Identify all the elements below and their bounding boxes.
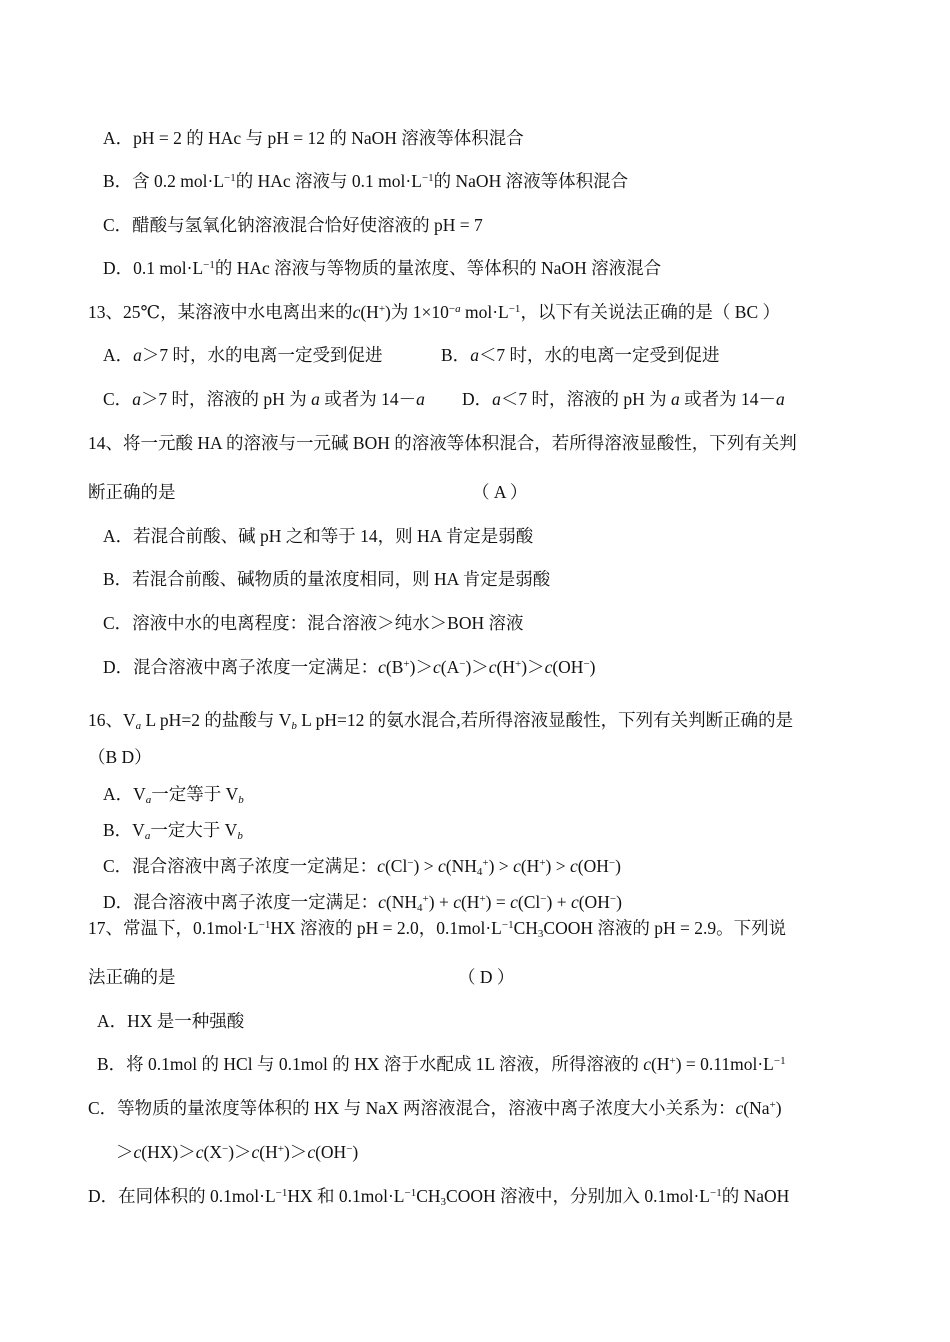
q14-option-a (103, 524, 533, 548)
q13-d-var-2: a (671, 389, 680, 409)
q13-exp-a: a (455, 303, 461, 315)
q16-c-close: ) (615, 856, 621, 876)
q16-a-sub-1: a (145, 794, 152, 806)
q17-d-text-4: 的 NaOH (721, 1186, 790, 1206)
q14-d-gt3: )＞ (521, 657, 545, 677)
q17-option-c-line-1 (88, 1096, 782, 1120)
q13-d-text-1: ＜7 时，溶液的 pH 为 (500, 389, 672, 409)
q16-b-text-2: 一定大于 V (150, 820, 238, 840)
q17-c2-c4: c (307, 1142, 316, 1162)
q17-c-na-sup: + (769, 1099, 776, 1111)
q14-b-text: B．若混合前酸、碱物质的量浓度相同，则 HA 肯定是弱酸 (103, 569, 551, 589)
q16-d-plus1: ) + (428, 892, 454, 912)
q16-d-cl-sup: − (540, 893, 547, 905)
q16-a-text-1: A．V (103, 784, 146, 804)
q16-c-gt1: ) > (413, 856, 438, 876)
q17-c2-gt3: )＞ (283, 1142, 308, 1162)
q14-d-c1: c (378, 657, 386, 677)
q17-stem-text-2: HX 溶液的 pH = 2.0，0.1mol·L (270, 918, 502, 938)
q14-d-c3: c (488, 657, 497, 677)
q13-h-close: )为 1×10 (385, 302, 449, 322)
q17-c2-oh-sup: − (346, 1143, 353, 1155)
q13-option-c (103, 387, 425, 411)
q14-option-c (103, 611, 524, 635)
q17-d-text-1: D．在同体积的 0.1mol·L (88, 1186, 276, 1206)
q16-c-h: (H (520, 856, 540, 876)
q17-c-na: (Na (743, 1098, 770, 1118)
q12-b-text-3: 的 NaOH 溶液等体积混合 (433, 171, 629, 191)
q13-d-var: a (492, 389, 501, 409)
q17-option-b (97, 1052, 786, 1076)
q14-d-a: (A (440, 657, 460, 677)
q17-stem-sub: 3 (537, 928, 544, 940)
q12-option-d (103, 256, 661, 280)
q14-answer-text: （ A ） (472, 482, 528, 502)
q14-d-c4: c (544, 657, 553, 677)
q17-b-h-sup: + (669, 1055, 676, 1067)
q16-stem-text-1: 16、V (88, 710, 136, 730)
q16-option-b (103, 818, 243, 842)
q17-stem-text-1: 17、常温下，0.1mol·L (88, 918, 259, 938)
q14-c-text: C．溶液中水的电离程度：混合溶液＞纯水＞BOH 溶液 (103, 613, 524, 633)
q14-stem-line-1 (88, 431, 797, 455)
q16-c-h-sup: + (539, 857, 546, 869)
q17-b-c: c (643, 1054, 652, 1074)
q16-c-nh-sub: 4 (476, 866, 483, 878)
q14-d-b: (B (385, 657, 404, 677)
q16-c-c2: c (438, 856, 446, 876)
q13-c-text-2: 或者为 14－ (319, 389, 417, 409)
q13-d-text-2: 或者为 14－ (679, 389, 777, 409)
q17-c2-x-sup: − (221, 1143, 229, 1155)
q17-d-sub: 3 (440, 1196, 447, 1208)
q13-option-b (441, 343, 720, 367)
q17-b-text-2: ) = 0.11mol·L (675, 1054, 774, 1074)
q16-d-close: ) (616, 892, 622, 912)
q13-h-open: (H (360, 302, 379, 322)
q14-stem-line-2 (88, 480, 176, 504)
q13-c-var-3: a (416, 389, 425, 409)
q14-option-b (103, 567, 550, 591)
q16-c-c1: c (377, 856, 385, 876)
q17-c2-h-sup: + (277, 1143, 284, 1155)
q16-c-nh-sup: + (482, 857, 489, 869)
q13-h-sup: + (378, 303, 386, 315)
q14-d-h-sup: + (515, 658, 522, 670)
q12-option-c-text: C．醋酸与氢氧化钠溶液混合恰好使溶液的 pH = 7 (103, 215, 483, 235)
q16-b-sub-1: a (144, 830, 151, 842)
q14-d-a-sup: − (459, 658, 466, 670)
q13-unit: mol·L (460, 302, 509, 322)
q13-exp-minus: − (448, 303, 456, 315)
q13-c-var-2: a (311, 389, 320, 409)
q17-c-close: ) (775, 1098, 782, 1118)
q17-stem-ch: CH (513, 918, 538, 938)
q17-c2-gt1: ＞ (116, 1142, 134, 1162)
q17-c2-close: ) (352, 1142, 359, 1162)
q16-option-d (103, 890, 622, 914)
q17-c2-gt2: )＞ (228, 1142, 252, 1162)
q13-a-label: A． (103, 345, 134, 365)
q12-d-sup: −1 (203, 259, 215, 271)
q16-c-oh: (OH (577, 856, 609, 876)
q16-c-oh-sup: − (608, 857, 616, 869)
q17-b-text-1: B．将 0.1mol 的 HCl 与 0.1mol 的 HX 溶于水配成 1L 溶液，所得溶液的 (97, 1054, 644, 1074)
q16-a-sub-2: b (238, 794, 244, 806)
q16-d-text: D．混合溶液中离子浓度一定满足： (103, 892, 379, 912)
q16-d-c3: c (510, 892, 518, 912)
q17-d-sup-2: −1 (404, 1187, 417, 1199)
q16-d-c2: c (453, 892, 461, 912)
q16-c-cl: (Cl (384, 856, 408, 876)
q16-sub-b: b (291, 720, 297, 732)
q16-option-a (103, 782, 244, 806)
q12-option-c (103, 213, 483, 237)
q13-unit-sup: −1 (508, 303, 521, 315)
q13-option-d (462, 387, 785, 411)
q14-option-d (103, 655, 596, 679)
q17-d-sup-3: −1 (710, 1187, 722, 1199)
q16-c-gt2: ) > (488, 856, 514, 876)
q16-d-cl: (Cl (517, 892, 541, 912)
q14-d-gt2: )＞ (465, 657, 489, 677)
q16-b-sub-2: b (237, 830, 243, 842)
q17-c2-c2: c (195, 1142, 204, 1162)
q16-d-h-sup: + (479, 893, 486, 905)
q14-d-gt1: )＞ (409, 657, 433, 677)
q16-option-c (103, 854, 621, 878)
q17-d-sup-1: −1 (275, 1187, 288, 1199)
q17-c2-c3: c (251, 1142, 260, 1162)
q16-d-plus2: ) + (546, 892, 571, 912)
q13-conc-symbol: c (352, 302, 361, 322)
q16-d-oh-sup: − (609, 893, 617, 905)
q17-stem-text-3: COOH 溶液的 pH = 2.9。下列说 (543, 918, 787, 938)
q12-d-text-1: D．0.1 mol·L (103, 258, 204, 278)
q16-d-eq: ) = (485, 892, 511, 912)
q14-a-text: A．若混合前酸、碱 pH 之和等于 14，则 HA 肯定是弱酸 (103, 526, 534, 546)
q17-c2-hx: (HX)＞ (141, 1142, 196, 1162)
q17-d-ch: CH (416, 1186, 441, 1206)
q17-stem-line-2 (88, 965, 176, 989)
q16-c-c4: c (569, 856, 578, 876)
q13-a-text: ＞7 时，水的电离一定受到促进 (141, 345, 383, 365)
q17-c-text-1: C．等物质的量浓度等体积的 HX 与 NaX 两溶液混合，溶液中离子浓度大小关系为： (88, 1098, 736, 1118)
q14-d-oh-sup: − (583, 658, 590, 670)
q12-b-text-1: B．含 0.2 mol·L (103, 171, 225, 191)
q17-c2-h: (H (259, 1142, 278, 1162)
q14-d-text: D．混合溶液中离子浓度一定满足： (103, 657, 379, 677)
q13-a-var: a (133, 345, 142, 365)
q13-b-label: B． (441, 345, 471, 365)
q14-stem-text-2: 断正确的是 (88, 482, 176, 502)
q16-c-gt3: ) > (545, 856, 570, 876)
q17-option-a (97, 1009, 244, 1033)
q14-d-oh: (OH (552, 657, 584, 677)
q17-d-text-3: COOH 溶液中，分别加入 0.1mol·L (446, 1186, 710, 1206)
q12-b-sup-2: −1 (421, 172, 434, 184)
q12-b-text-2: 的 HAc 溶液与 0.1 mol·L (235, 171, 422, 191)
q17-stem-text-4: 法正确的是 (88, 967, 176, 987)
q13-stem-text-2: ，以下有关说法正确的是（ BC ） (520, 302, 781, 322)
q12-d-text-2: 的 HAc 溶液与等物质的量浓度、等体积的 NaOH 溶液混合 (214, 258, 662, 278)
q13-option-a (103, 343, 383, 367)
q16-c-c3: c (513, 856, 521, 876)
q16-c-nh: (NH (445, 856, 477, 876)
q14-d-h: (H (496, 657, 516, 677)
q14-d-c2: c (432, 657, 441, 677)
q17-stem-sup-2: −1 (501, 919, 514, 931)
q17-b-unit-sup: −1 (773, 1055, 786, 1067)
q16-answer-text: （B D） (88, 747, 152, 767)
q16-b-text-1: B．V (103, 820, 145, 840)
q12-option-a (103, 126, 524, 150)
q16-c-cl-sup: − (407, 857, 414, 869)
q14-stem-text-1: 14、将一元酸 HA 的溶液与一元碱 BOH 的溶液等体积混合，若所得溶液显酸性，下列有关判 (88, 433, 797, 453)
q17-c2-oh: (OH (315, 1142, 347, 1162)
q16-sub-a: a (135, 720, 142, 732)
q13-stem-text-1: 13、25℃，某溶液中水电离出来的 (88, 302, 353, 322)
q13-d-label: D． (462, 389, 493, 409)
q13-stem (88, 300, 780, 324)
q17-c-c: c (735, 1098, 744, 1118)
q17-stem-line-1 (88, 916, 786, 940)
q16-stem-text-3: L pH=12 的氨水混合,若所得溶液显酸性，下列有关判断正确的是 (296, 710, 794, 730)
q16-answer (88, 745, 152, 769)
q16-stem-text-2: L pH=2 的盐酸与 V (141, 710, 292, 730)
q16-d-h: (H (460, 892, 480, 912)
q12-option-b (103, 169, 628, 193)
q16-d-c4: c (570, 892, 579, 912)
q17-b-h: (H (651, 1054, 670, 1074)
q13-c-label: C． (103, 389, 133, 409)
q13-c-var: a (132, 389, 141, 409)
q16-d-nh-sub: 4 (417, 902, 423, 914)
q16-a-text-2: 一定等于 V (151, 784, 239, 804)
q12-option-a-text: A．pH = 2 的 HAc 与 pH = 12 的 NaOH 溶液等体积混合 (103, 128, 524, 148)
q13-b-text: ＜7 时，水的电离一定受到促进 (478, 345, 720, 365)
q17-option-c-line-2 (116, 1140, 358, 1164)
q16-d-nh-sup: + (422, 893, 429, 905)
q16-c-text: C．混合溶液中离子浓度一定满足： (103, 856, 378, 876)
q14-answer (472, 480, 527, 504)
q13-c-text-1: ＞7 时，溶液的 pH 为 (140, 389, 312, 409)
q16-d-oh: (OH (578, 892, 610, 912)
q17-c2-x: (X (203, 1142, 222, 1162)
q12-b-sup-1: −1 (224, 172, 236, 184)
q17-a-text: A．HX 是一种强酸 (97, 1011, 245, 1031)
q17-d-text-2: HX 和 0.1mol·L (287, 1186, 405, 1206)
q16-stem (88, 708, 793, 732)
q17-stem-sup-1: −1 (258, 919, 271, 931)
q16-d-nh: (NH (385, 892, 418, 912)
q17-c2-c1: c (133, 1142, 142, 1162)
q17-answer (458, 965, 514, 989)
q14-d-b-sup: + (403, 658, 410, 670)
q14-d-close: ) (589, 657, 596, 677)
q13-b-var: a (470, 345, 479, 365)
q17-option-d (88, 1184, 789, 1208)
q13-d-var-3: a (776, 389, 785, 409)
q16-d-c1: c (378, 892, 386, 912)
q17-answer-text: （ D ） (458, 967, 515, 987)
